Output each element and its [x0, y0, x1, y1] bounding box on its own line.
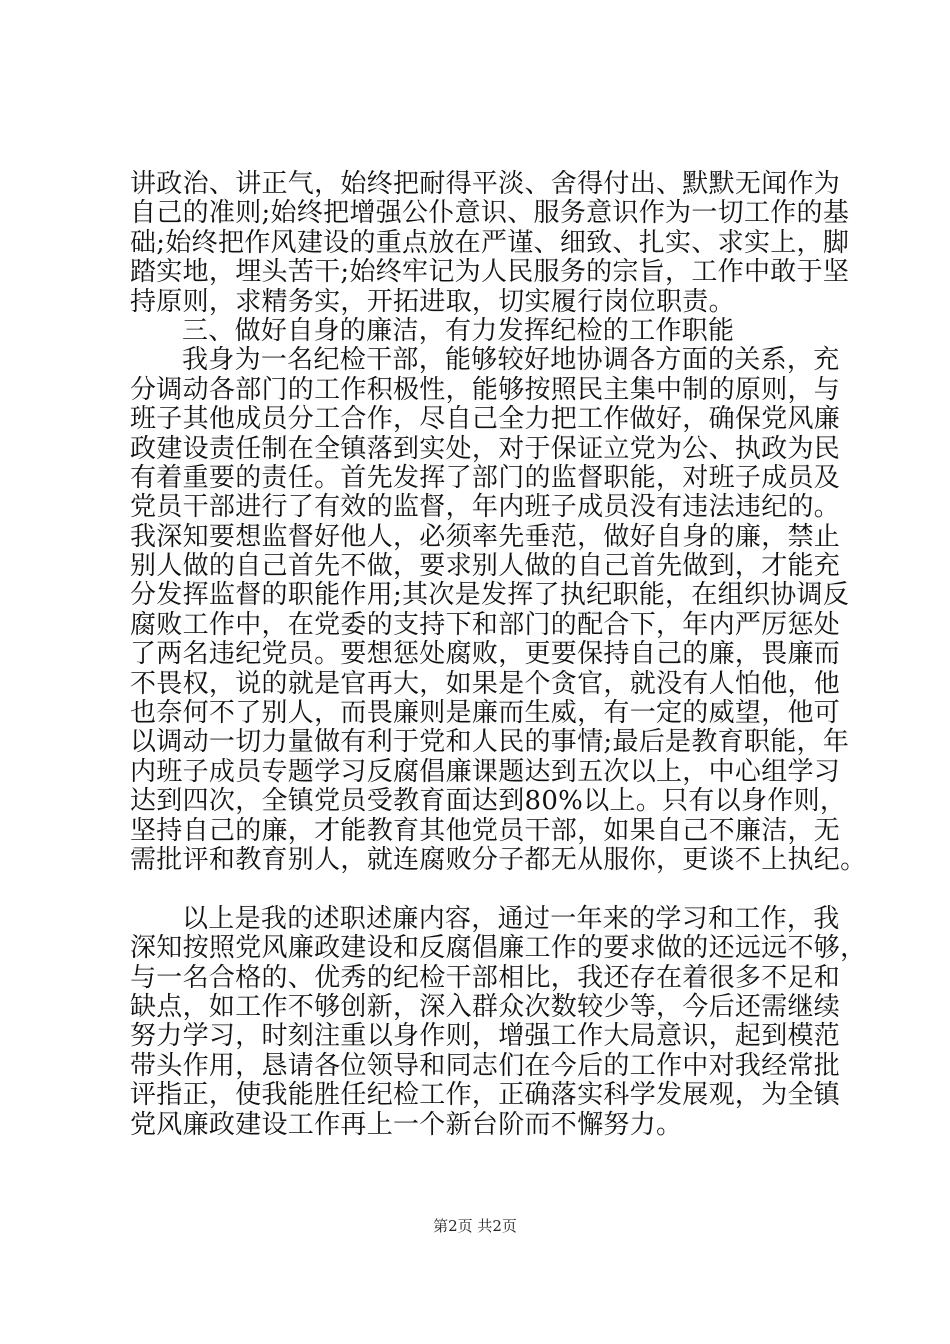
text-line: 自己的准则;始终把增强公仆意识、服务意识作为一切工作的基: [130, 198, 850, 229]
text-line: 我深知要想监督好他人，必须率先垂范，做好自身的廉，禁止: [130, 521, 841, 552]
text-line: 了两名违纪党员。要想惩处腐败，更要保持自己的廉，畏廉而: [130, 639, 841, 670]
text-line: 与一名合格的、优秀的纪检干部相比，我还存在着很多不足和: [130, 962, 841, 993]
text-line: 别人做的自己首先不做，要求别人做的自己首先做到，才能充: [130, 551, 841, 582]
text-line: 达到四次，全镇党员受教育面达到80%以上。只有以身作则，: [130, 786, 847, 817]
text-line: 班子其他成员分工合作，尽自己全力把工作做好，确保党风廉: [130, 404, 841, 435]
text-line: 深知按照党风廉政建设和反腐倡廉工作的要求做的还远远不够，: [130, 933, 867, 964]
text-line: 以调动一切力量做有利于党和人民的事情;最后是教育职能，年: [130, 727, 850, 758]
text-line: 努力学习，时刻注重以身作则，增强工作大局意识，起到模范: [130, 1021, 841, 1052]
text-line: 分调动各部门的工作积极性，能够按照民主集中制的原则，与: [130, 374, 841, 405]
text-line: 缺点，如工作不够创新，深入群众次数较少等，今后还需继续: [130, 991, 841, 1022]
text-line: 评指正，使我能胜任纪检工作，正确落实科学发展观，为全镇: [130, 1080, 841, 1111]
text-line: 持原则，求精务实，开拓进取，切实履行岗位职责。: [130, 286, 735, 317]
paragraph-gap: [130, 875, 850, 904]
text-line: 讲政治、讲正气，始终把耐得平淡、舍得付出、默默无闻作为: [130, 169, 841, 199]
text-line: 党员干部进行了有效的监督，年内班子成员没有违法违纪的。: [130, 492, 841, 523]
text-line: 腐败工作中，在党委的支持下和部门的配合下，年内严厉惩处: [130, 609, 841, 640]
text-line: 需批评和教育别人，就连腐败分子都无从服你，更谈不上执纪。: [130, 844, 867, 875]
text-line: 踏实地，埋头苦干;始终牢记为人民服务的宗旨，工作中敢于坚: [130, 257, 850, 288]
text-line: 以上是我的述职述廉内容，通过一年来的学习和工作，我: [182, 903, 840, 934]
text-line: 有着重要的责任。首先发挥了部门的监督职能，对班子成员及: [130, 462, 841, 493]
text-line: 不畏权，说的就是官再大，如果是个贪官，就没有人怕他，他: [130, 668, 841, 699]
text-line: 党风廉政建设工作再上一个新台阶而不懈努力。: [130, 1109, 683, 1140]
text-line: 坚持自己的廉，才能教育其他党员干部，如果自己不廉洁，无: [130, 815, 841, 846]
text-line: 础;始终把作风建设的重点放在严谨、细致、扎实、求实上，脚: [130, 227, 850, 258]
text-line: 分发挥监督的职能作用;其次是发挥了执纪职能，在组织协调反: [130, 580, 850, 611]
text-line: 我身为一名纪检干部，能够较好地协调各方面的关系，充: [182, 345, 840, 376]
text-line: 内班子成员专题学习反腐倡廉课题达到五次以上，中心组学习: [130, 756, 841, 787]
text-line: 带头作用，恳请各位领导和同志们在今后的工作中对我经常批: [130, 1050, 841, 1081]
text-line: 政建设责任制在全镇落到实处，对于保证立党为公、执政为民: [130, 433, 841, 464]
section-heading: 三、做好自身的廉洁，有力发挥纪检的工作职能: [182, 315, 735, 346]
page-number-footer: 第2页 共2页: [433, 1217, 517, 1235]
document-body: [130, 169, 867, 1140]
text-line: 也奈何不了别人，而畏廉则是廉而生威，有一定的威望，他可: [130, 698, 841, 729]
